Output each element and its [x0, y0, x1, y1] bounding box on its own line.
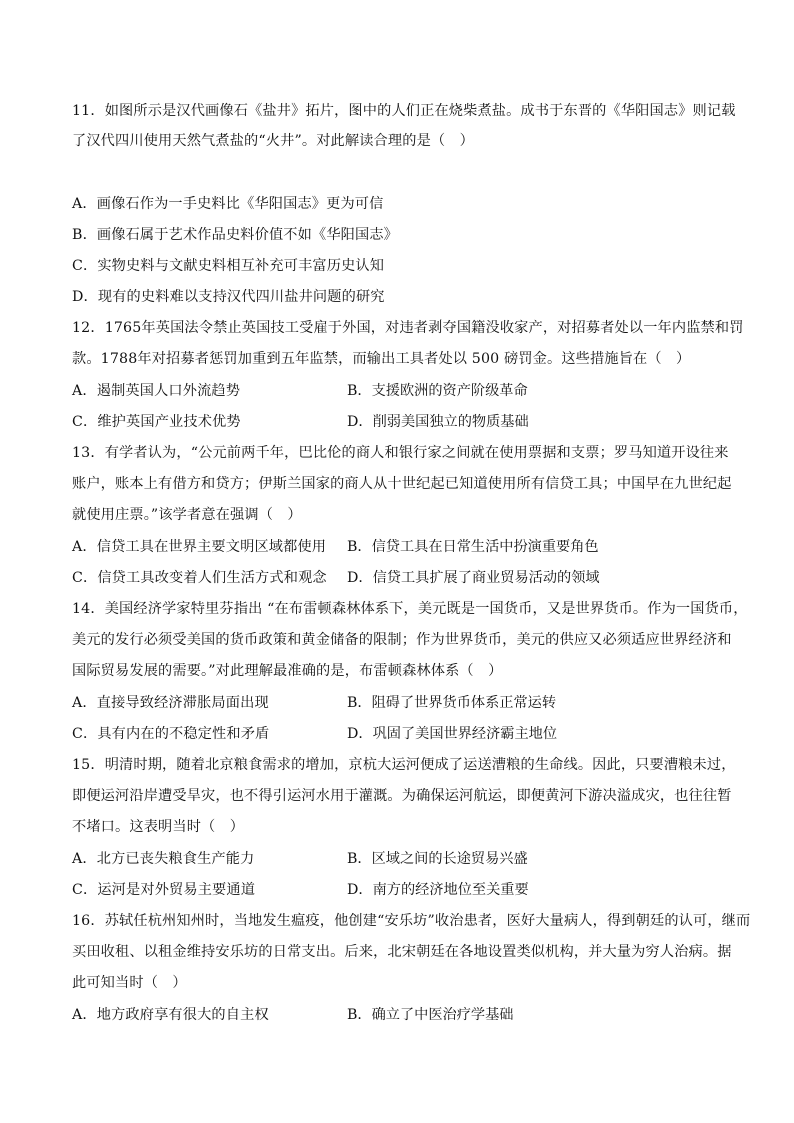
question-14-stem-line-1: 14．美国经济学家特里芬指出 “在布雷顿森林体系下，美元既是一国货币，又是世界货币。作为一国货币，	[72, 601, 748, 617]
question-12-stem-line-1: 12．1765年英国法令禁止英国技工受雇于外国，对违者剥夺国籍没收家产，对招募者处以一年内监禁和罚	[72, 320, 744, 336]
question-14-option-d: D．巩固了美国世界经济霸主地位	[347, 726, 558, 742]
question-13-stem-line-1: 13．有学者认为，“公元前两千年，巴比伦的商人和银行家之间就在使用票据和支票；罗马知道开设往来	[72, 445, 729, 461]
question-11-option-c: C．实物史料与文献史料相互补充可丰富历史认知	[72, 258, 385, 274]
question-12-stem-line-2: 款。1788年对招募者惩罚加重到五年监禁，而输出工具者处以 500 磅罚金。这些措施旨在（ ）	[72, 351, 691, 367]
question-11-option-d: D．现有的史料难以支持汉代四川盐井问题的研究	[72, 289, 385, 305]
question-11-option-a: A．画像石作为一手史料比《华阳国志》更为可信	[72, 196, 384, 212]
question-12-option-a: A．遏制英国人口外流趋势	[72, 383, 241, 399]
question-13-option-b: B．信贷工具在日常生活中扮演重要角色	[347, 539, 599, 555]
question-15-stem-line-1: 15．明清时期，随着北京粮食需求的增加，京杭大运河便成了运送漕粮的生命线。因此，只要漕粮未过，	[72, 757, 736, 773]
question-11-stem-line-1: 11．如图所示是汉代画像石《盐井》拓片，图中的人们正在烧柴煮盐。成书于东晋的《华阳国志》则记载	[72, 103, 736, 119]
question-16-option-a: A．地方政府享有很大的自主权	[72, 1007, 269, 1023]
question-15-option-c: C．运河是对外贸易主要通道	[72, 882, 256, 898]
question-14-option-c: C．具有内在的不稳定性和矛盾	[72, 726, 270, 742]
question-16-stem-line-1: 16．苏轼任杭州知州时，当地发生瘟疫，他创建“安乐坊”收治患者，医好大量病人，得到朝廷的认可，继而	[72, 913, 751, 929]
question-14-option-b: B．阻碍了世界货币体系正常运转	[347, 695, 557, 711]
question-14-stem-line-3: 国际贸易发展的需要。”对此理解最准确的是，布雷顿森林体系（ ）	[72, 663, 503, 679]
question-16-option-b: B．确立了中医治疗学基础	[347, 1007, 514, 1023]
question-16-stem-line-2: 买田收租、以租金维持安乐坊的日常支出。后来，北宋朝廷在各地设置类似机构，并大量为穷人治病。据	[72, 944, 732, 960]
question-13-option-d: D．信贷工具扩展了商业贸易活动的领域	[347, 570, 600, 586]
question-13-stem-line-3: 就使用庄票。”该学者意在强调（ ）	[72, 507, 302, 523]
question-13-option-c: C．信贷工具改变着人们生活方式和观念	[72, 570, 327, 586]
question-15-option-d: D．南方的经济地位至关重要	[347, 882, 529, 898]
question-15-stem-line-2: 即便运河沿岸遭受旱灾，也不得引运河水用于灌溉。为确保运河航运，即便黄河下游决溢成灾，也往往暂	[72, 788, 732, 804]
question-15-stem-line-3: 不堵口。这表明当时（ ）	[72, 819, 245, 835]
question-14-stem-line-2: 美元的发行必须受美国的货币政策和黄金储备的限制；作为世界货币，美元的供应又必须适应世界经济和	[72, 632, 732, 648]
question-13-option-a: A．信贷工具在世界主要文明区域都使用	[72, 539, 327, 555]
question-16-stem-line-3: 此可知当时（ ）	[72, 975, 187, 991]
question-13-stem-line-2: 账户，账本上有借方和贷方；伊斯兰国家的商人从十世纪起已知道使用所有信贷工具；中国早在九世纪起	[72, 476, 732, 492]
question-15-option-b: B．区域之间的长途贸易兴盛	[347, 851, 528, 867]
question-11-stem-line-2: 了汉代四川使用天然气煮盐的“火井”。对此解读合理的是（ ）	[72, 133, 474, 149]
question-12-option-b: B．支援欧洲的资产阶级革命	[347, 383, 528, 399]
question-14-option-a: A．直接导致经济滞胀局面出现	[72, 695, 269, 711]
question-15-option-a: A．北方已丧失粮食生产能力	[72, 851, 255, 867]
question-11-option-b: B．画像石属于艺术作品史料价值不如《华阳国志》	[72, 227, 399, 243]
question-12-option-d: D．削弱美国独立的物质基础	[347, 414, 529, 430]
question-12-option-c: C．维护英国产业技术优势	[72, 414, 241, 430]
